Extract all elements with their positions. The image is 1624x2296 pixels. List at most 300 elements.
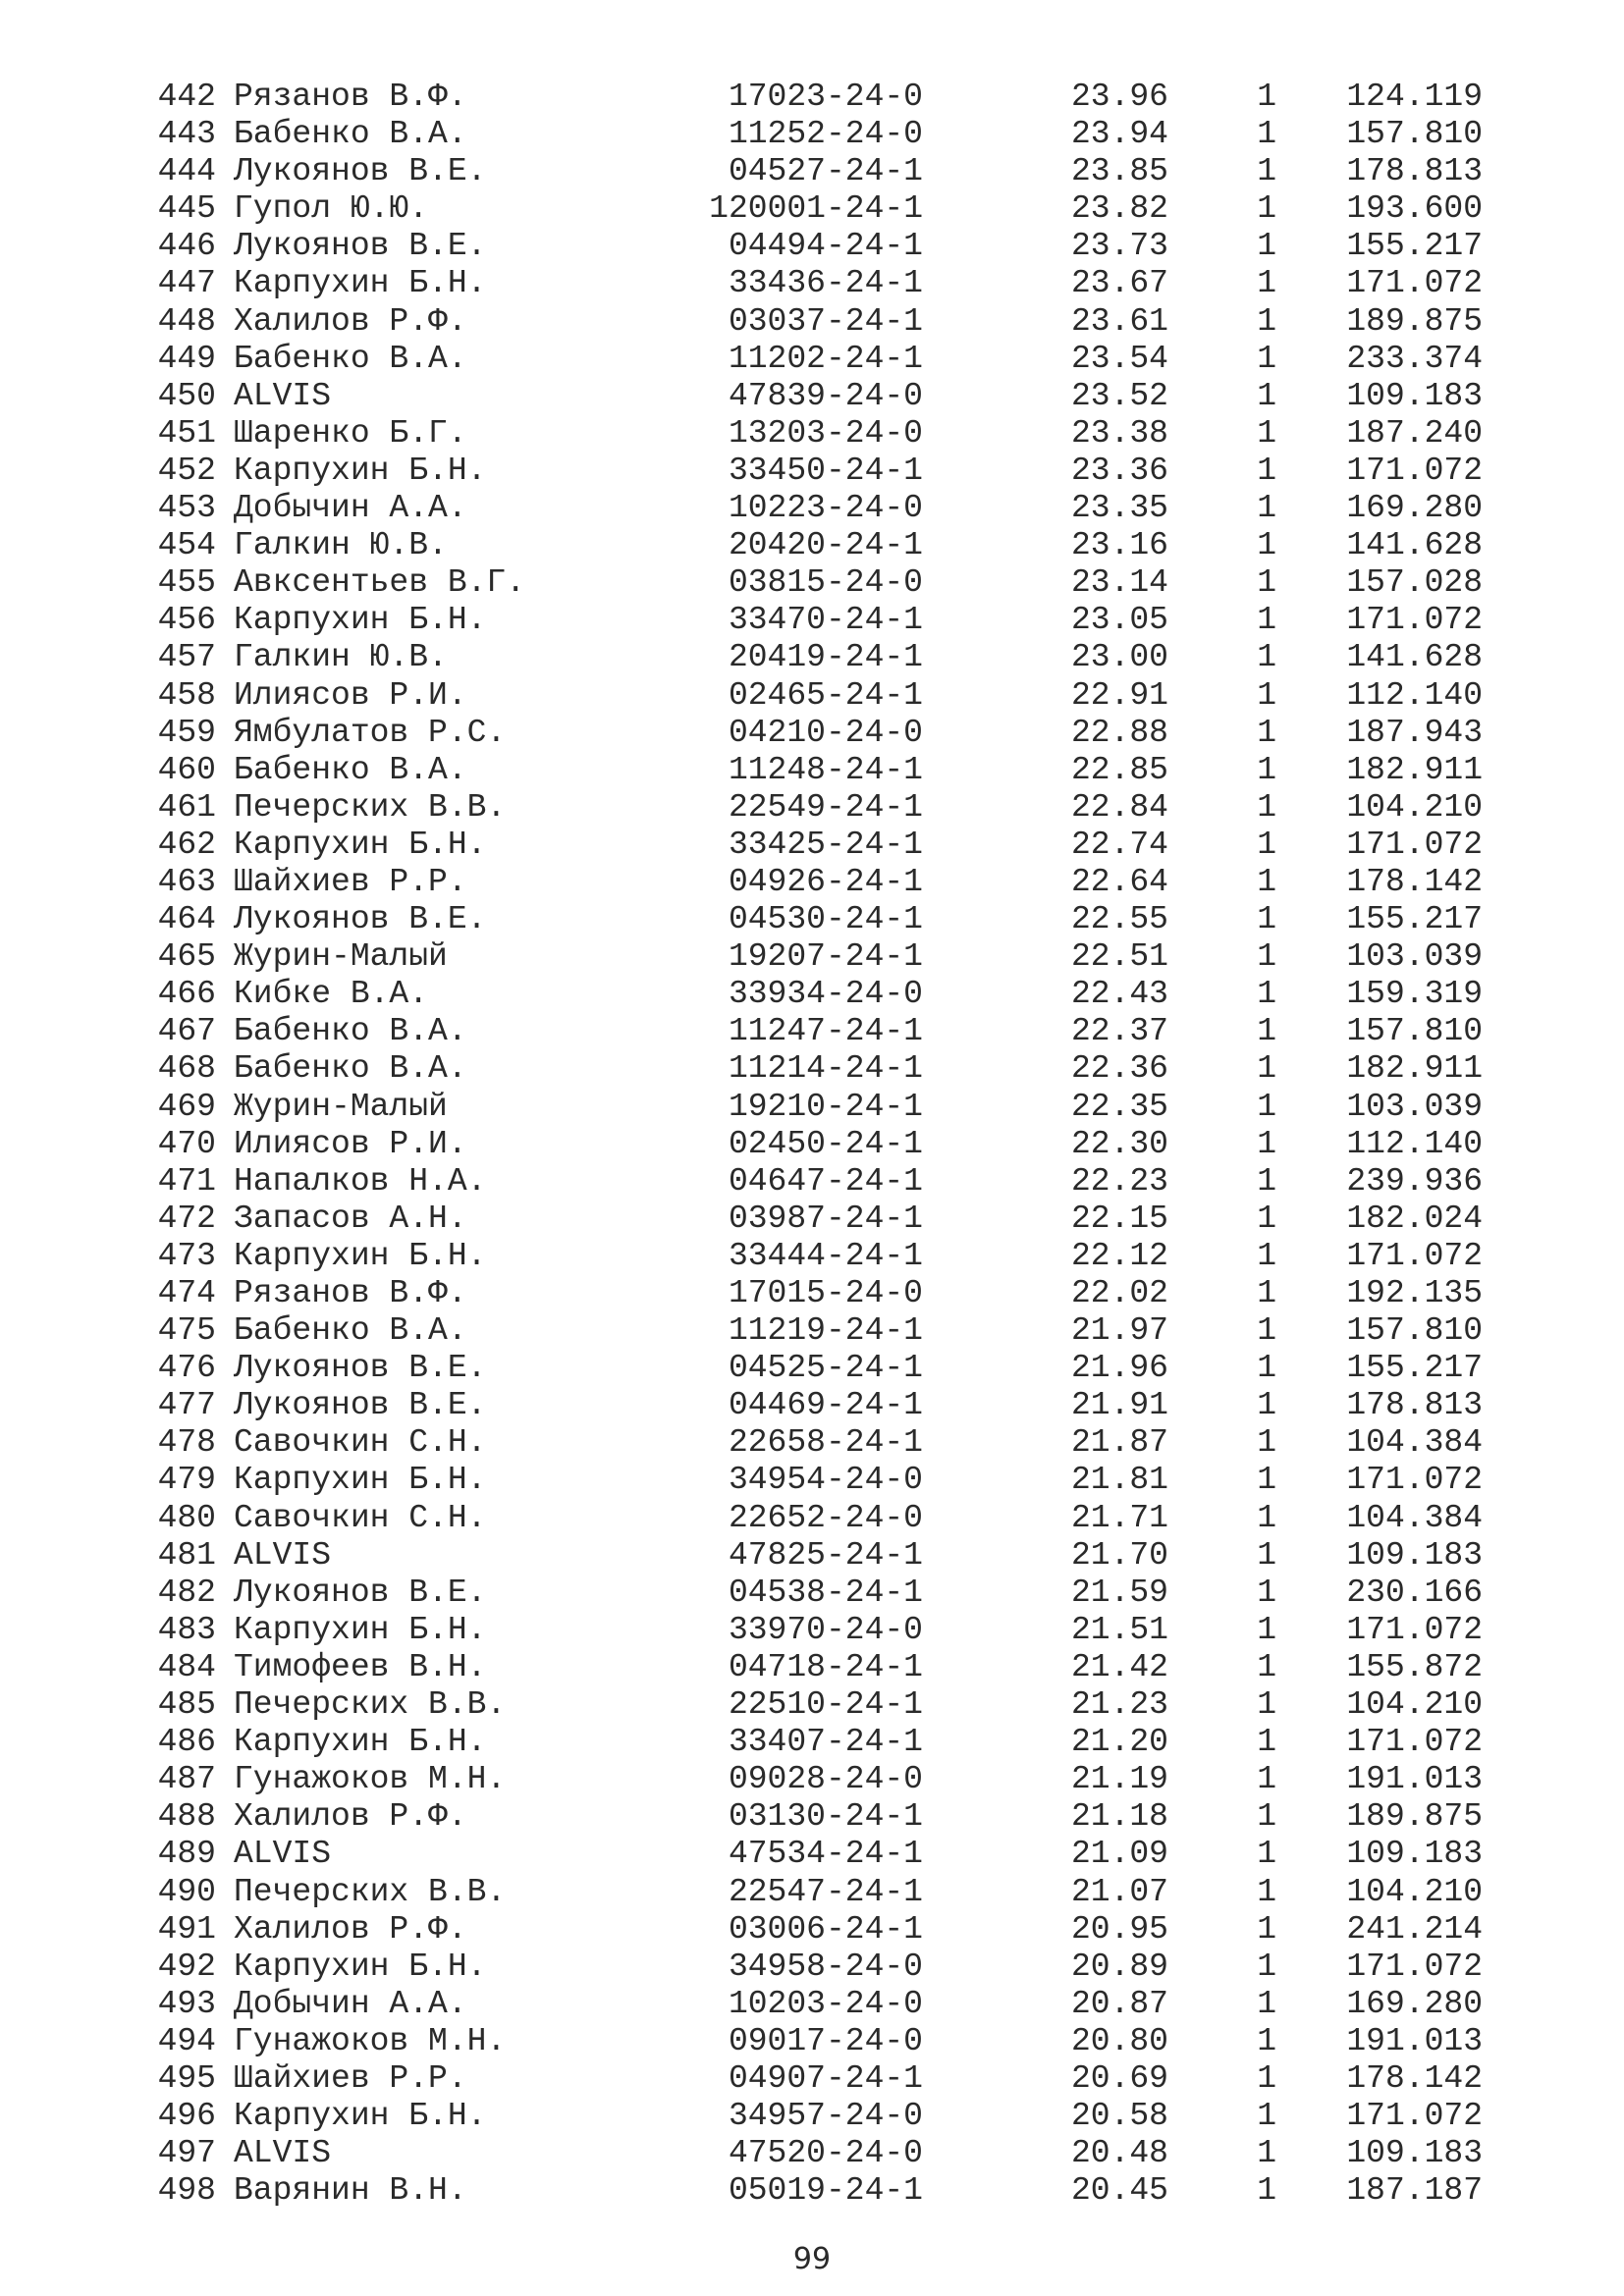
owner-name: Шаренко Б.Г.	[234, 414, 467, 452]
count: 1	[1257, 2098, 1276, 2135]
ring-code: 11219-24-1	[728, 1312, 923, 1350]
row-number: 486	[157, 1724, 216, 1761]
row-number: 445	[157, 190, 216, 228]
ring-code: 10203-24-0	[728, 1985, 923, 2022]
owner-name: Напалков Н.А.	[234, 1162, 487, 1200]
owner-name: ALVIS	[234, 377, 332, 414]
value: 109.183	[1346, 1536, 1483, 1574]
count: 1	[1257, 2135, 1276, 2172]
owner-name: Карпухин Б.Н.	[234, 1724, 487, 1761]
value: 104.210	[1346, 1873, 1483, 1910]
row-number: 449	[157, 340, 216, 377]
owner-name: Печерских В.В.	[234, 1686, 507, 1724]
table-row	[0, 864, 1624, 901]
count: 1	[1257, 527, 1276, 564]
ring-code: 11248-24-1	[728, 751, 923, 788]
table-row	[0, 1612, 1624, 1649]
score: 23.38	[1070, 414, 1168, 452]
count: 1	[1257, 1948, 1276, 1985]
owner-name: Бабенко В.А.	[234, 1013, 467, 1050]
ring-code: 22658-24-1	[728, 1424, 923, 1462]
row-number: 488	[157, 1798, 216, 1836]
value: 182.024	[1346, 1200, 1483, 1237]
table-row	[0, 639, 1624, 676]
owner-name: Галкин Ю.В.	[234, 639, 448, 676]
row-number: 493	[157, 1985, 216, 2022]
row-number: 454	[157, 527, 216, 564]
row-number: 494	[157, 2022, 216, 2059]
ring-code: 47534-24-1	[728, 1836, 923, 1873]
table-row	[0, 1798, 1624, 1836]
ring-code: 47839-24-0	[728, 377, 923, 414]
owner-name: Авксентьев В.Г.	[234, 564, 526, 602]
value: 187.240	[1346, 414, 1483, 452]
score: 20.69	[1070, 2059, 1168, 2097]
row-number: 481	[157, 1536, 216, 1574]
count: 1	[1257, 676, 1276, 714]
score: 21.51	[1070, 1611, 1168, 1648]
row-number: 487	[157, 1761, 216, 1798]
row-number: 495	[157, 2059, 216, 2097]
count: 1	[1257, 1910, 1276, 1948]
table-row	[0, 228, 1624, 265]
score: 22.84	[1070, 788, 1168, 826]
owner-name: Гунажоков М.Н.	[234, 2022, 507, 2059]
ring-code: 04538-24-1	[728, 1574, 923, 1611]
owner-name: Печерских В.В.	[234, 788, 507, 826]
score: 23.61	[1070, 302, 1168, 340]
owner-name: Савочкин С.Н.	[234, 1499, 487, 1536]
ring-code: 03037-24-1	[728, 302, 923, 340]
ring-code: 02465-24-1	[728, 676, 923, 714]
row-number: 462	[157, 826, 216, 863]
value: 182.911	[1346, 1050, 1483, 1088]
count: 1	[1257, 1125, 1276, 1162]
table-row	[0, 2023, 1624, 2060]
ring-code: 11202-24-1	[728, 340, 923, 377]
row-number: 491	[157, 1910, 216, 1948]
count: 1	[1257, 2172, 1276, 2210]
value: 187.187	[1346, 2172, 1483, 2210]
table-row	[0, 1724, 1624, 1761]
page-number: 99	[792, 2242, 832, 2276]
row-number: 443	[157, 116, 216, 153]
row-number: 453	[157, 490, 216, 527]
score: 22.15	[1070, 1200, 1168, 1237]
row-number: 459	[157, 714, 216, 751]
table-row	[0, 1836, 1624, 1873]
row-number: 451	[157, 414, 216, 452]
row-number: 460	[157, 751, 216, 788]
score: 21.20	[1070, 1724, 1168, 1761]
value: 193.600	[1346, 190, 1483, 228]
score: 22.88	[1070, 714, 1168, 751]
ring-code: 04494-24-1	[728, 228, 923, 265]
row-number: 458	[157, 676, 216, 714]
row-number: 483	[157, 1611, 216, 1648]
value: 171.072	[1346, 1948, 1483, 1985]
table-row	[0, 1874, 1624, 1911]
count: 1	[1257, 1013, 1276, 1050]
owner-name: Карпухин Б.Н.	[234, 265, 487, 302]
score: 21.23	[1070, 1686, 1168, 1724]
owner-name: Варянин В.Н.	[234, 2172, 467, 2210]
score: 21.81	[1070, 1462, 1168, 1499]
value: 103.039	[1346, 938, 1483, 976]
value: 169.280	[1346, 1985, 1483, 2022]
score: 22.12	[1070, 1237, 1168, 1274]
ring-code: 19210-24-1	[728, 1088, 923, 1125]
ring-code: 47520-24-0	[728, 2135, 923, 2172]
owner-name: Бабенко В.А.	[234, 116, 467, 153]
owner-name: ALVIS	[234, 2135, 332, 2172]
table-row	[0, 564, 1624, 602]
row-number: 466	[157, 976, 216, 1013]
row-number: 475	[157, 1312, 216, 1350]
table-row	[0, 2098, 1624, 2135]
table-row	[0, 1089, 1624, 1126]
score: 22.37	[1070, 1013, 1168, 1050]
owner-name: Добычин А.А.	[234, 490, 467, 527]
count: 1	[1257, 1237, 1276, 1274]
row-number: 479	[157, 1462, 216, 1499]
table-row	[0, 1575, 1624, 1612]
owner-name: Карпухин Б.Н.	[234, 826, 487, 863]
count: 1	[1257, 602, 1276, 639]
value: 230.166	[1346, 1574, 1483, 1611]
value: 141.628	[1346, 527, 1483, 564]
count: 1	[1257, 1424, 1276, 1462]
owner-name: Тимофеев В.Н.	[234, 1648, 487, 1685]
row-number: 473	[157, 1237, 216, 1274]
table-row	[0, 490, 1624, 527]
count: 1	[1257, 1836, 1276, 1873]
owner-name: Карпухин Б.Н.	[234, 452, 487, 489]
table-row	[0, 789, 1624, 827]
ring-code: 04469-24-1	[728, 1387, 923, 1424]
owner-name: Гунажоков М.Н.	[234, 1761, 507, 1798]
ring-code: 20420-24-1	[728, 527, 923, 564]
table-row	[0, 1312, 1624, 1350]
count: 1	[1257, 564, 1276, 602]
value: 159.319	[1346, 976, 1483, 1013]
value: 124.119	[1346, 79, 1483, 115]
row-number: 492	[157, 1948, 216, 1985]
row-number: 448	[157, 302, 216, 340]
row-number: 485	[157, 1686, 216, 1724]
table-row	[0, 1238, 1624, 1275]
row-number: 497	[157, 2135, 216, 2172]
count: 1	[1257, 490, 1276, 527]
owner-name: Савочкин С.Н.	[234, 1424, 487, 1462]
value: 191.013	[1346, 2022, 1483, 2059]
row-number: 455	[157, 564, 216, 602]
value: 155.217	[1346, 228, 1483, 265]
owner-name: Шайхиев Р.Р.	[234, 863, 467, 900]
ring-code: 11214-24-1	[728, 1050, 923, 1088]
count: 1	[1257, 1499, 1276, 1536]
value: 189.875	[1346, 1798, 1483, 1836]
ring-code: 04718-24-1	[728, 1648, 923, 1685]
table-row	[0, 1387, 1624, 1424]
ring-code: 33444-24-1	[728, 1237, 923, 1274]
table-row	[0, 901, 1624, 938]
value: 178.142	[1346, 863, 1483, 900]
ring-code: 33970-24-0	[728, 1611, 923, 1648]
table-row	[0, 1500, 1624, 1537]
row-number: 498	[157, 2172, 216, 2210]
ring-code: 02450-24-1	[728, 1125, 923, 1162]
ring-code: 22652-24-0	[728, 1499, 923, 1536]
score: 21.71	[1070, 1499, 1168, 1536]
count: 1	[1257, 2059, 1276, 2097]
score: 23.54	[1070, 340, 1168, 377]
owner-name: Лукоянов В.Е.	[234, 153, 487, 190]
table-row	[0, 715, 1624, 752]
table-row	[0, 415, 1624, 453]
owner-name: Карпухин Б.Н.	[234, 1948, 487, 1985]
row-number: 480	[157, 1499, 216, 1536]
ring-code: 47825-24-1	[728, 1536, 923, 1574]
count: 1	[1257, 116, 1276, 153]
value: 171.072	[1346, 2098, 1483, 2135]
score: 23.14	[1070, 564, 1168, 602]
count: 1	[1257, 1648, 1276, 1685]
score: 22.35	[1070, 1088, 1168, 1125]
row-number: 474	[157, 1275, 216, 1311]
value: 233.374	[1346, 340, 1483, 377]
score: 23.85	[1070, 153, 1168, 190]
score: 23.82	[1070, 190, 1168, 228]
value: 171.072	[1346, 265, 1483, 302]
score: 22.02	[1070, 1275, 1168, 1311]
row-number: 468	[157, 1050, 216, 1088]
count: 1	[1257, 1724, 1276, 1761]
score: 22.64	[1070, 863, 1168, 900]
table-row	[0, 1201, 1624, 1238]
score: 20.87	[1070, 1985, 1168, 2022]
row-number: 477	[157, 1387, 216, 1424]
owner-name: Галкин Ю.В.	[234, 527, 448, 564]
count: 1	[1257, 1312, 1276, 1350]
score: 21.91	[1070, 1387, 1168, 1424]
ring-code: 13203-24-0	[728, 414, 923, 452]
score: 20.89	[1070, 1948, 1168, 1985]
ring-code: 34958-24-0	[728, 1948, 923, 1985]
ring-code: 04926-24-1	[728, 863, 923, 900]
ring-code: 33425-24-1	[728, 826, 923, 863]
ring-code: 17023-24-0	[728, 79, 923, 115]
row-number: 461	[157, 788, 216, 826]
row-number: 470	[157, 1125, 216, 1162]
owner-name: Журин-Малый	[234, 938, 448, 976]
score: 22.23	[1070, 1162, 1168, 1200]
value: 192.135	[1346, 1275, 1483, 1311]
value: 112.140	[1346, 1125, 1483, 1162]
ring-code: 04527-24-1	[728, 153, 923, 190]
table-row	[0, 1686, 1624, 1724]
count: 1	[1257, 377, 1276, 414]
table-row	[0, 1911, 1624, 1949]
score: 20.80	[1070, 2022, 1168, 2059]
count: 1	[1257, 938, 1276, 976]
score: 21.59	[1070, 1574, 1168, 1611]
table-row	[0, 2060, 1624, 2098]
ring-code: 03006-24-1	[728, 1910, 923, 1948]
table-row	[0, 938, 1624, 976]
score: 23.73	[1070, 228, 1168, 265]
count: 1	[1257, 302, 1276, 340]
ring-code: 22510-24-1	[728, 1686, 923, 1724]
value: 112.140	[1346, 676, 1483, 714]
value: 104.210	[1346, 1686, 1483, 1724]
owner-name: Бабенко В.А.	[234, 340, 467, 377]
ring-code: 04907-24-1	[728, 2059, 923, 2097]
results-table	[0, 79, 1624, 2210]
owner-name: Халилов Р.Ф.	[234, 1798, 467, 1836]
count: 1	[1257, 1275, 1276, 1311]
row-number: 490	[157, 1873, 216, 1910]
count: 1	[1257, 639, 1276, 676]
value: 109.183	[1346, 2135, 1483, 2172]
value: 157.810	[1346, 1312, 1483, 1350]
score: 23.67	[1070, 265, 1168, 302]
ring-code: 04525-24-1	[728, 1350, 923, 1387]
table-row	[0, 116, 1624, 153]
ring-code: 33436-24-1	[728, 265, 923, 302]
score: 22.55	[1070, 901, 1168, 938]
count: 1	[1257, 1985, 1276, 2022]
owner-name: Илиясов Р.И.	[234, 676, 467, 714]
score: 23.35	[1070, 490, 1168, 527]
row-number: 476	[157, 1350, 216, 1387]
owner-name: Карпухин Б.Н.	[234, 1237, 487, 1274]
owner-name: Добычин А.А.	[234, 1985, 467, 2022]
score: 23.16	[1070, 527, 1168, 564]
score: 23.96	[1070, 79, 1168, 115]
score: 23.36	[1070, 452, 1168, 489]
owner-name: Халилов Р.Ф.	[234, 302, 467, 340]
count: 1	[1257, 1686, 1276, 1724]
ring-code: 09028-24-0	[728, 1761, 923, 1798]
ring-code: 09017-24-0	[728, 2022, 923, 2059]
owner-name: Лукоянов В.Е.	[234, 228, 487, 265]
table-row	[0, 303, 1624, 341]
owner-name: Карпухин Б.Н.	[234, 2098, 487, 2135]
table-row	[0, 1013, 1624, 1050]
row-number: 467	[157, 1013, 216, 1050]
owner-name: Карпухин Б.Н.	[234, 1611, 487, 1648]
table-row	[0, 602, 1624, 639]
row-number: 457	[157, 639, 216, 676]
owner-name: ALVIS	[234, 1536, 332, 1574]
value: 104.210	[1346, 788, 1483, 826]
count: 1	[1257, 1387, 1276, 1424]
value: 182.911	[1346, 751, 1483, 788]
score: 21.18	[1070, 1798, 1168, 1836]
count: 1	[1257, 265, 1276, 302]
count: 1	[1257, 1536, 1276, 1574]
row-number: 464	[157, 901, 216, 938]
owner-name: Бабенко В.А.	[234, 751, 467, 788]
value: 191.013	[1346, 1761, 1483, 1798]
count: 1	[1257, 79, 1276, 115]
ring-code: 03987-24-1	[728, 1200, 923, 1237]
value: 103.039	[1346, 1088, 1483, 1125]
count: 1	[1257, 1761, 1276, 1798]
count: 1	[1257, 228, 1276, 265]
table-row	[0, 341, 1624, 378]
score: 22.74	[1070, 826, 1168, 863]
row-number: 447	[157, 265, 216, 302]
ring-code: 05019-24-1	[728, 2172, 923, 2210]
owner-name: Карпухин Б.Н.	[234, 1462, 487, 1499]
score: 21.42	[1070, 1648, 1168, 1685]
score: 23.00	[1070, 639, 1168, 676]
count: 1	[1257, 1050, 1276, 1088]
value: 171.072	[1346, 826, 1483, 863]
count: 1	[1257, 1350, 1276, 1387]
table-row	[0, 153, 1624, 190]
table-row	[0, 1350, 1624, 1387]
count: 1	[1257, 1798, 1276, 1836]
score: 22.51	[1070, 938, 1168, 976]
ring-code: 11252-24-0	[728, 116, 923, 153]
table-row	[0, 1275, 1624, 1312]
count: 1	[1257, 452, 1276, 489]
value: 178.813	[1346, 153, 1483, 190]
owner-name: ALVIS	[234, 1836, 332, 1873]
count: 1	[1257, 1611, 1276, 1648]
value: 157.810	[1346, 116, 1483, 153]
count: 1	[1257, 1162, 1276, 1200]
ring-code: 04647-24-1	[728, 1162, 923, 1200]
ring-code: 22549-24-1	[728, 788, 923, 826]
row-number: 469	[157, 1088, 216, 1125]
score: 20.48	[1070, 2135, 1168, 2172]
row-number: 444	[157, 153, 216, 190]
ring-code: 17015-24-0	[728, 1275, 923, 1311]
score: 20.45	[1070, 2172, 1168, 2210]
value: 157.810	[1346, 1013, 1483, 1050]
owner-name: Журин-Малый	[234, 1088, 448, 1125]
owner-name: Лукоянов В.Е.	[234, 901, 487, 938]
count: 1	[1257, 826, 1276, 863]
value: 171.072	[1346, 1724, 1483, 1761]
ring-code: 22547-24-1	[728, 1873, 923, 1910]
count: 1	[1257, 901, 1276, 938]
count: 1	[1257, 1200, 1276, 1237]
table-row	[0, 1986, 1624, 2023]
score: 21.70	[1070, 1536, 1168, 1574]
ring-code: 33450-24-1	[728, 452, 923, 489]
row-number: 442	[157, 79, 216, 115]
ring-code: 04210-24-0	[728, 714, 923, 751]
table-row	[0, 1424, 1624, 1462]
owner-name: Бабенко В.А.	[234, 1312, 467, 1350]
value: 241.214	[1346, 1910, 1483, 1948]
score: 21.87	[1070, 1424, 1168, 1462]
value: 187.943	[1346, 714, 1483, 751]
value: 171.072	[1346, 1611, 1483, 1648]
value: 169.280	[1346, 490, 1483, 527]
table-row	[0, 1649, 1624, 1686]
owner-name: Бабенко В.А.	[234, 1050, 467, 1088]
table-row	[0, 2135, 1624, 2172]
value: 171.072	[1346, 1237, 1483, 1274]
table-row	[0, 453, 1624, 490]
value: 109.183	[1346, 1836, 1483, 1873]
